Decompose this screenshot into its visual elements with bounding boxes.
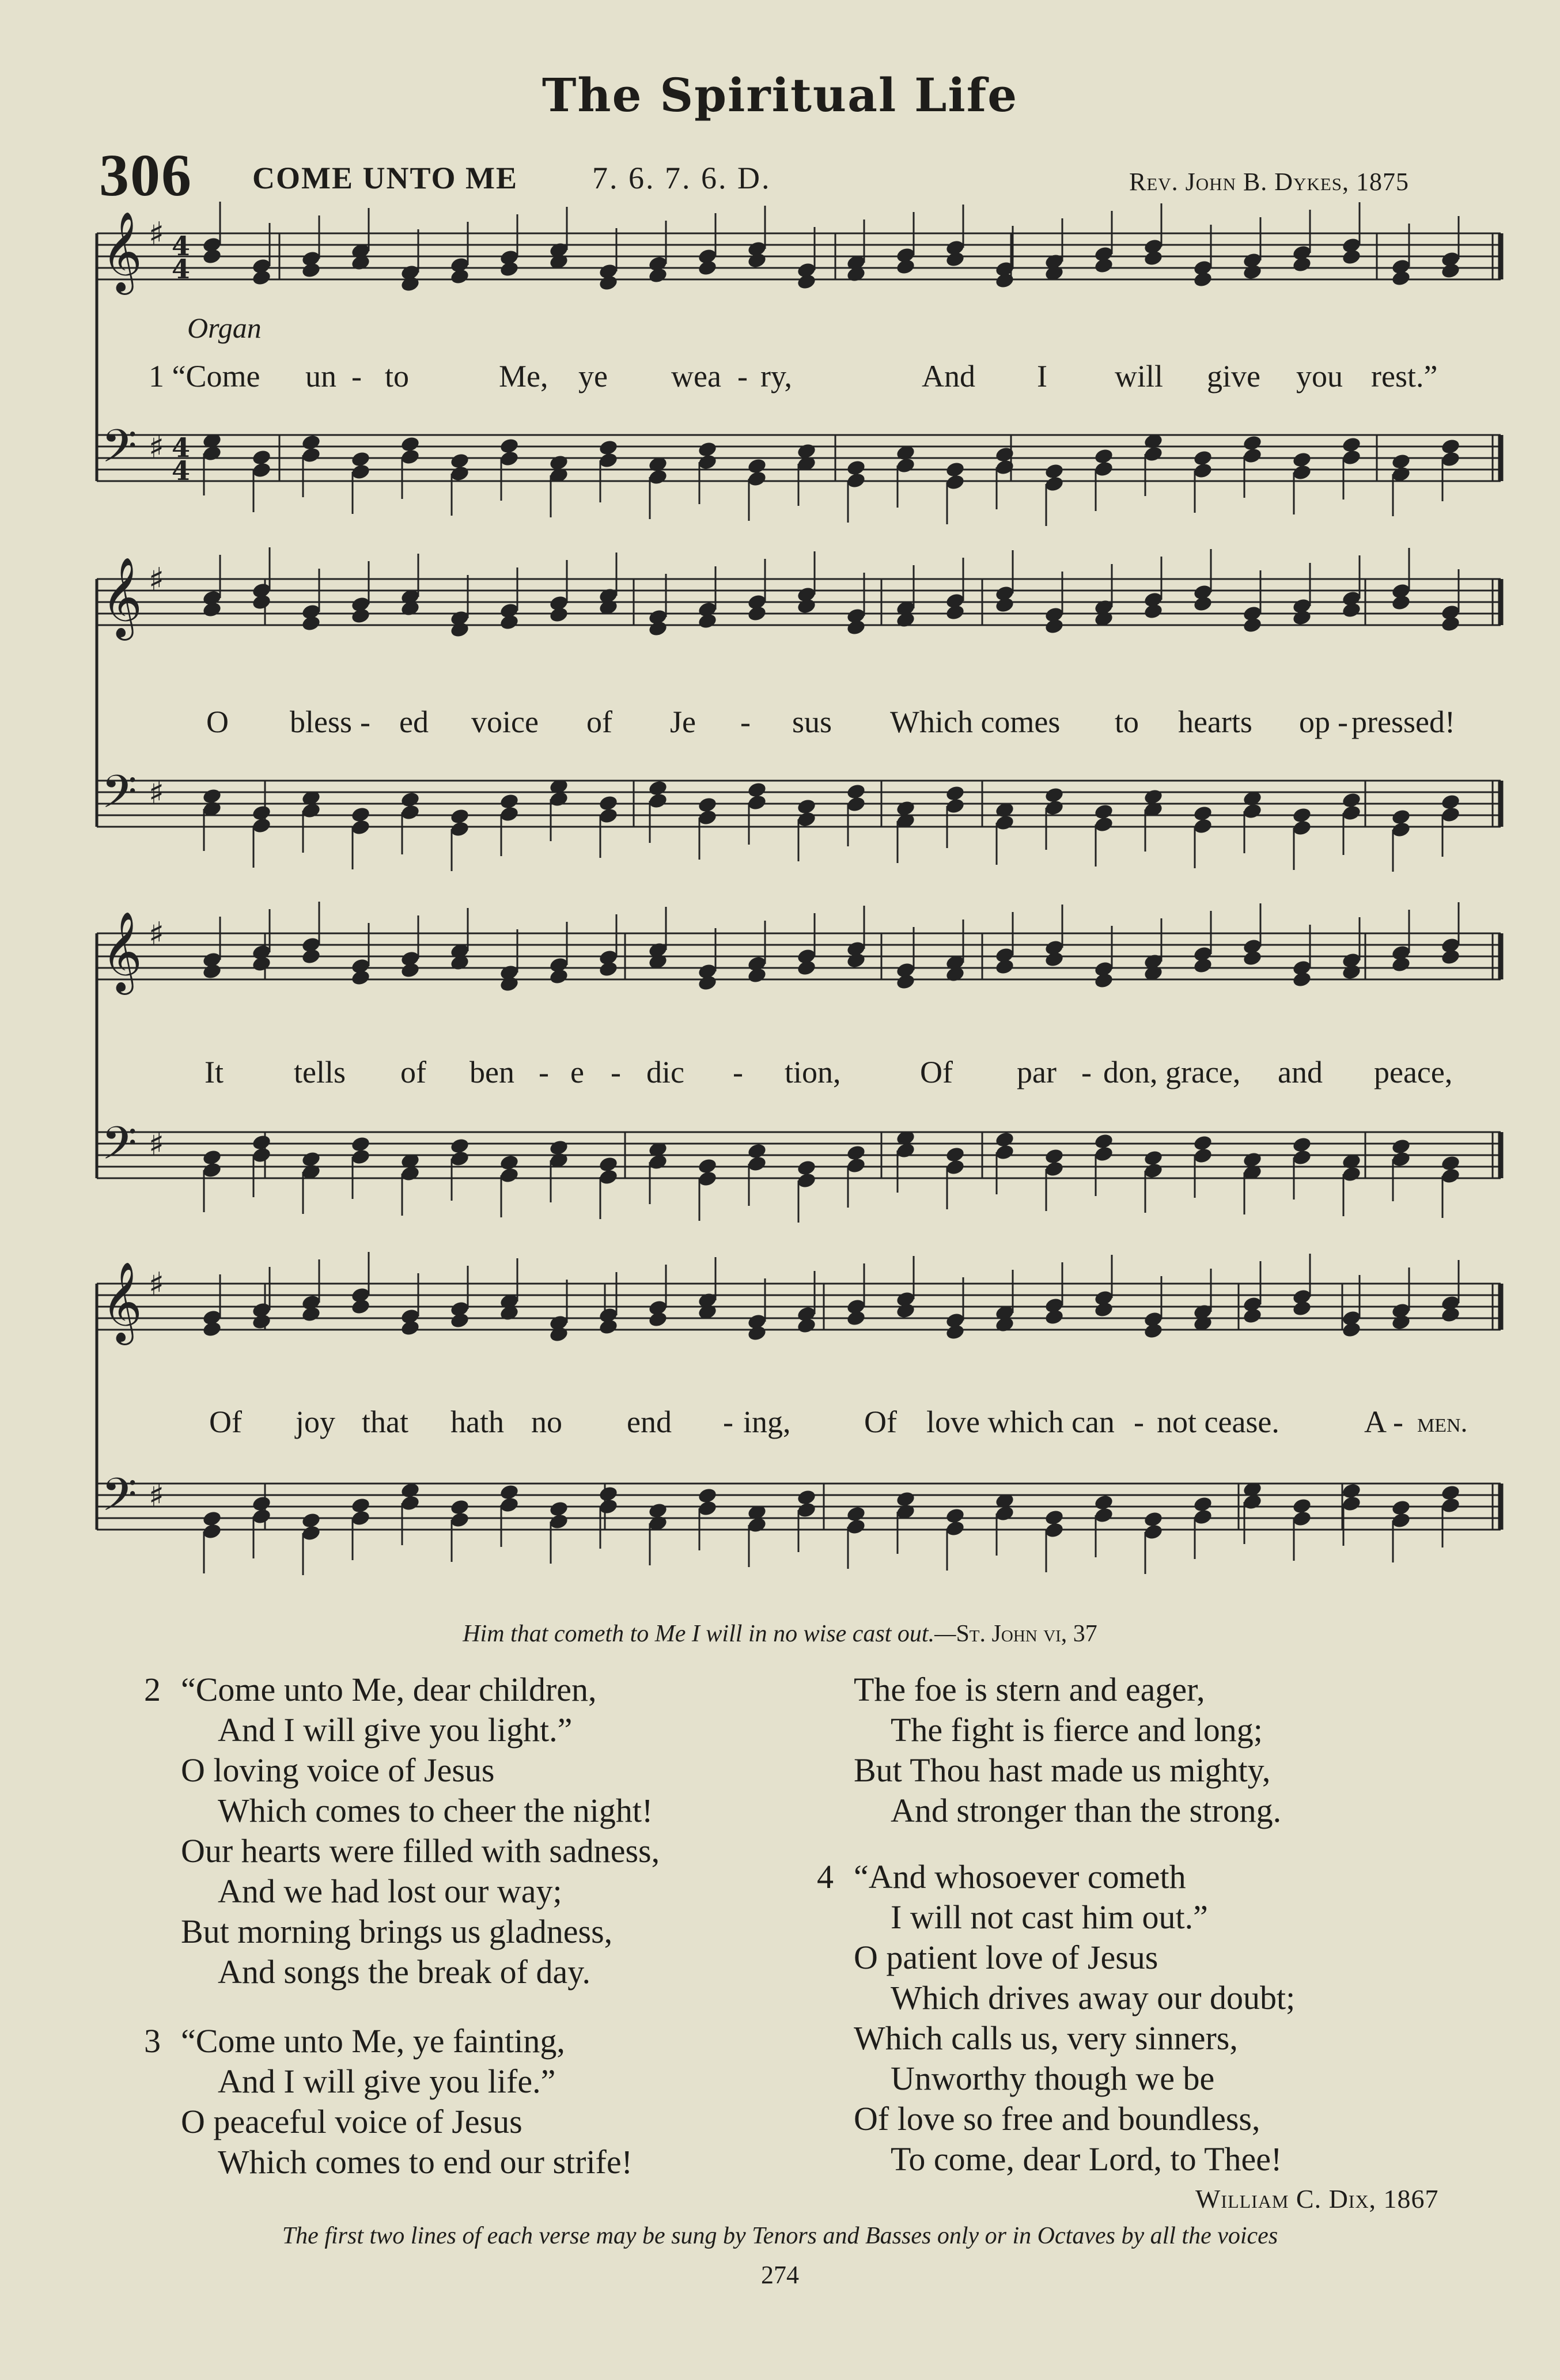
lyric-syllable: -	[723, 1405, 733, 1439]
lyric-syllable: -	[740, 705, 751, 739]
bass-clef: 𝄢	[101, 419, 137, 484]
notehead	[499, 614, 520, 631]
lyric-syllable: pressed!	[1351, 705, 1455, 739]
key-signature-sharp: ♯	[149, 1126, 165, 1163]
notehead	[499, 260, 520, 278]
notehead	[1242, 263, 1263, 281]
notehead	[251, 269, 272, 287]
notehead	[796, 273, 817, 291]
verse-line: Of love so free and boundless,	[854, 2100, 1260, 2137]
notehead	[350, 1298, 371, 1316]
verse-line: The foe is stern and eager,	[854, 1671, 1205, 1708]
verse-3	[144, 2021, 633, 2182]
notehead	[1242, 616, 1263, 634]
lyric-syllable: will	[1115, 359, 1164, 393]
lyric-syllable: not cease.	[1157, 1405, 1279, 1439]
lyric-syllable: don, grace,	[1103, 1055, 1241, 1089]
scripture-quote	[0, 1620, 1560, 1648]
verse-line: And I will give you life.”	[218, 2063, 556, 2100]
bass-clef: 𝄢	[101, 765, 137, 830]
lyric-syllable: Of	[209, 1405, 242, 1439]
lyric-syllable: ben	[469, 1055, 514, 1089]
key-signature-sharp: ♯	[149, 429, 165, 466]
verse-line: And songs the break of day.	[218, 1953, 590, 1991]
notehead	[1143, 249, 1164, 267]
lyric-syllable: Me,	[499, 359, 548, 393]
key-signature-sharp: ♯	[149, 774, 165, 812]
notehead	[548, 968, 569, 986]
meter: 7. 6. 7. 6. D.	[592, 161, 771, 195]
verse-line: Our hearts were filled with sadness,	[181, 1832, 660, 1870]
time-signature: 4	[172, 455, 191, 486]
notehead	[1391, 270, 1411, 287]
lyric-syllable: -	[1338, 705, 1348, 739]
notehead	[499, 975, 520, 993]
key-signature-sharp: ♯	[149, 915, 165, 953]
notehead	[895, 258, 916, 276]
lyric-syllable: no	[531, 1405, 562, 1439]
author-credit: William C. Dix, 1867	[1195, 2184, 1439, 2213]
notehead	[202, 963, 222, 981]
lyric-syllable: e	[570, 1055, 584, 1089]
verse-line: And I will give you light.”	[218, 1711, 573, 1749]
lyric-syllable: wea	[671, 359, 721, 393]
notehead	[1143, 603, 1164, 620]
lyric-syllable: and	[1278, 1055, 1323, 1089]
time-signature: 4	[172, 230, 191, 262]
notehead	[945, 251, 965, 268]
notehead	[846, 619, 866, 637]
notehead	[1391, 956, 1411, 974]
notehead	[796, 959, 817, 977]
notehead	[598, 274, 619, 292]
bass-clef: 𝄢	[101, 1468, 137, 1533]
organ-label: Organ	[187, 312, 262, 344]
verse-line: O loving voice of Jesus	[181, 1751, 495, 1789]
notehead	[449, 1312, 470, 1330]
verse-line: “Come unto Me, ye fainting,	[181, 2022, 565, 2060]
hymn-number: 306	[99, 142, 192, 209]
notehead	[251, 1313, 272, 1331]
key-signature-sharp: ♯	[149, 215, 165, 253]
lyric-syllable: to	[385, 359, 410, 393]
time-signature: 4	[172, 432, 191, 463]
verse-line: Unworthy though we be	[891, 2060, 1215, 2097]
notehead	[1242, 949, 1263, 967]
time-signature: 4	[172, 253, 191, 285]
notehead	[598, 1318, 619, 1336]
lyric-syllable: to	[1115, 705, 1139, 739]
lyric-syllable: of	[400, 1055, 426, 1089]
notehead	[796, 597, 817, 615]
notehead	[301, 615, 321, 633]
lyric-syllable: give	[1207, 359, 1260, 393]
notehead	[251, 593, 272, 611]
notehead	[994, 958, 1015, 976]
lyric-syllable: of	[586, 705, 612, 739]
scripture-reference: St. John vi, 37	[956, 1621, 1097, 1647]
notehead	[1292, 1300, 1312, 1318]
lyric-syllable: -	[1134, 1405, 1144, 1439]
lyric-syllable: end	[627, 1405, 672, 1439]
lyric-syllable: un	[305, 359, 336, 393]
lyric-syllable: that	[362, 1405, 408, 1439]
verse-line: To come, dear Lord, to Thee!	[891, 2140, 1282, 2178]
notehead	[1341, 601, 1362, 619]
verse-line: Which calls us, very sinners,	[854, 2019, 1238, 2057]
notehead	[202, 1320, 222, 1338]
notehead	[1391, 594, 1411, 612]
notehead	[648, 620, 668, 638]
notehead	[895, 973, 916, 991]
notehead	[697, 612, 718, 630]
notehead	[1143, 1322, 1164, 1340]
notehead	[747, 252, 767, 270]
treble-clef: 𝄞	[101, 1262, 142, 1342]
lyric-syllable: It	[205, 1055, 224, 1089]
notehead	[1242, 1307, 1263, 1325]
notehead	[945, 604, 965, 622]
lyric-syllable: tion,	[785, 1055, 841, 1089]
notehead	[1341, 1321, 1362, 1339]
notehead	[747, 1325, 767, 1342]
lyric-syllable: Of	[864, 1405, 897, 1439]
notehead	[945, 1323, 965, 1341]
notehead	[747, 967, 767, 985]
notehead	[796, 1317, 817, 1335]
notehead	[846, 952, 866, 970]
notehead	[1341, 963, 1362, 981]
notehead	[1440, 615, 1461, 633]
lyric-syllable: -	[737, 359, 748, 393]
verse-line: Which drives away our doubt;	[891, 1979, 1296, 2016]
lyric-syllable: Je	[670, 705, 696, 739]
notehead	[994, 272, 1015, 290]
bass-clef: 𝄢	[101, 1117, 137, 1181]
lyric-syllable: hearts	[1178, 705, 1252, 739]
notehead	[449, 621, 470, 639]
lyric-syllable: voice	[471, 705, 539, 739]
notehead	[301, 948, 321, 966]
verse-line: The fight is fierce and long;	[891, 1711, 1263, 1749]
verse-line: But morning brings us gladness,	[181, 1913, 613, 1950]
notehead	[1440, 948, 1461, 966]
lyric-syllable: joy	[296, 1405, 336, 1439]
notehead	[1044, 618, 1065, 635]
notehead	[1341, 248, 1362, 266]
notehead	[648, 267, 668, 285]
notehead	[697, 259, 718, 277]
verse-line: I will not cast him out.”	[891, 1898, 1208, 1936]
notehead	[350, 969, 371, 987]
notehead	[648, 1311, 668, 1329]
notehead	[1093, 1301, 1114, 1319]
verse-line: And stronger than the strong.	[891, 1792, 1282, 1829]
notehead	[548, 606, 569, 624]
verse-number: 4	[817, 1858, 834, 1895]
lyric-syllable: -	[611, 1055, 621, 1089]
lyric-syllable: op	[1299, 705, 1330, 739]
composer: Rev. John B. Dykes, 1875	[1129, 168, 1410, 196]
lyric-syllable: you	[1296, 359, 1343, 393]
notehead	[1093, 972, 1114, 990]
notehead	[301, 262, 321, 279]
notehead	[400, 962, 421, 979]
notehead	[1044, 951, 1065, 968]
notehead	[1440, 1306, 1461, 1324]
notehead	[251, 955, 272, 973]
lyric-syllable: bless	[290, 705, 352, 739]
verse-line: O patient love of Jesus	[854, 1939, 1158, 1976]
key-signature-sharp: ♯	[149, 1266, 165, 1303]
lyric-syllable: -	[351, 359, 362, 393]
verse-line: “Come unto Me, dear children,	[181, 1671, 597, 1708]
verse-4	[817, 1857, 1296, 2180]
lyric-syllable: -	[733, 1055, 743, 1089]
notehead	[1391, 1314, 1411, 1331]
notehead	[846, 1310, 866, 1327]
lyric-syllable: ing,	[743, 1405, 791, 1439]
lyric-syllable: love which can	[926, 1405, 1115, 1439]
lyric-syllable: -	[1393, 1405, 1403, 1439]
lyric-syllable: 1 “Come	[149, 359, 260, 393]
lyric-syllable: I	[1037, 359, 1047, 393]
notehead	[548, 1326, 569, 1344]
treble-clef: 𝄞	[101, 557, 142, 637]
verse-3-continued	[854, 1670, 1281, 1831]
lyric-syllable: dic	[646, 1055, 684, 1089]
lyric-syllable: ye	[578, 359, 608, 393]
notehead	[1192, 957, 1213, 975]
notehead	[1440, 262, 1461, 280]
treble-clef: 𝄞	[101, 211, 142, 292]
lyric-syllable: Of	[920, 1055, 953, 1089]
notehead	[1044, 1308, 1065, 1326]
notehead	[350, 607, 371, 625]
notehead	[1192, 271, 1213, 289]
lyric-syllable: par	[1017, 1055, 1057, 1089]
notehead	[202, 248, 222, 266]
lyric-syllable: ry,	[760, 359, 792, 393]
lyric-syllable: hath	[450, 1405, 504, 1439]
lyric-syllable: peace,	[1374, 1055, 1453, 1089]
notehead	[1292, 971, 1312, 989]
lyric-syllable: sus	[792, 705, 832, 739]
notehead	[400, 275, 421, 293]
notehead	[598, 960, 619, 978]
lyric-syllable: men.	[1417, 1407, 1468, 1438]
scripture-text: Him that cometh to Me I will in no wise cast out.—	[463, 1621, 956, 1647]
lyric-syllable: ed	[399, 705, 429, 739]
verse-number: 2	[144, 1671, 161, 1708]
lyric-syllable: A	[1364, 1405, 1387, 1439]
verse-line: “And whosoever cometh	[854, 1858, 1186, 1895]
lyric-syllable: rest.”	[1371, 359, 1438, 393]
verse-line: Which comes to cheer the night!	[218, 1792, 653, 1829]
notehead	[994, 596, 1015, 614]
lyric-syllable: O	[206, 705, 229, 739]
lyric-syllable: tells	[294, 1055, 346, 1089]
key-signature-sharp: ♯	[149, 1477, 165, 1515]
verse-line: But Thou hast made us mighty,	[854, 1751, 1271, 1789]
notehead	[1093, 257, 1114, 275]
footnote: The first two lines of each verse may be sung by Tenors and Basses only or in Octaves by all the voices	[282, 2223, 1278, 2249]
verse-number: 3	[144, 2022, 161, 2060]
notehead	[1292, 609, 1312, 627]
verse-2	[144, 1670, 660, 1992]
notehead	[747, 605, 767, 623]
notehead	[895, 1302, 916, 1320]
lyric-syllable: And	[922, 359, 975, 393]
notehead	[301, 1306, 321, 1323]
verse-line: Which comes to end our strife!	[218, 2143, 633, 2181]
key-signature-sharp: ♯	[149, 561, 165, 599]
lyric-syllable: -	[1081, 1055, 1092, 1089]
verse-line: O peaceful voice of Jesus	[181, 2103, 522, 2140]
tune-name: COME UNTO ME	[252, 161, 518, 195]
section-title: The Spiritual Life	[542, 68, 1018, 122]
notehead	[449, 268, 470, 286]
treble-clef: 𝄞	[101, 911, 142, 992]
page-number: 274	[761, 2261, 799, 2289]
notehead	[400, 1319, 421, 1337]
notehead	[1192, 595, 1213, 613]
lyric-syllable: -	[360, 705, 370, 739]
verse-line: And we had lost our way;	[218, 1872, 562, 1910]
lyric-syllable: Which comes	[890, 705, 1061, 739]
notehead	[697, 974, 718, 992]
notehead	[202, 601, 222, 619]
lyric-syllable: -	[539, 1055, 549, 1089]
notehead	[1292, 256, 1312, 274]
